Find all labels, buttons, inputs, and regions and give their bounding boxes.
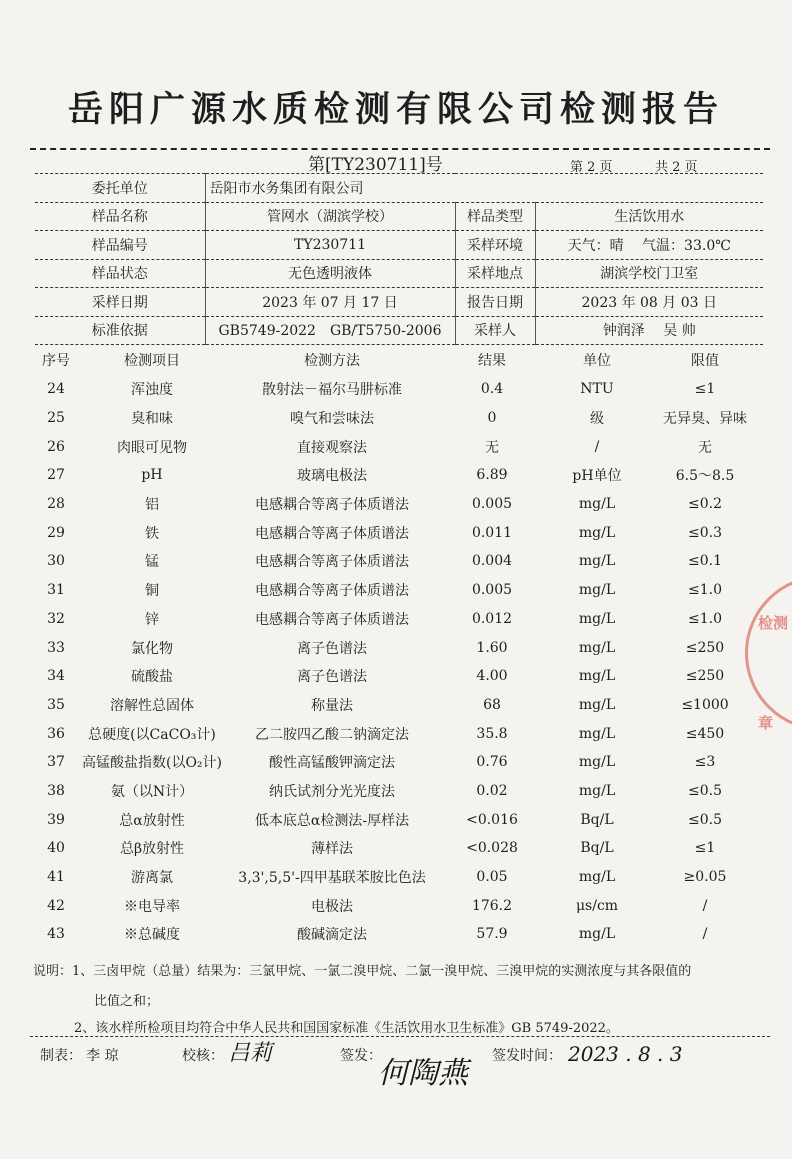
row-result: 35.8 xyxy=(476,725,508,742)
maker-name: 李 琼 xyxy=(86,1048,119,1064)
row-method: 离子色谱法 xyxy=(297,640,367,657)
sample-type-value: 生活饮用水 xyxy=(535,202,763,231)
seal-text: 检测 xyxy=(758,614,789,632)
site-label: 采样地点 xyxy=(455,259,535,288)
row-unit: mg/L xyxy=(578,496,616,513)
row-limit: 无异臭、异味 xyxy=(663,411,747,428)
maker-label: 制表： xyxy=(40,1048,82,1064)
table-row xyxy=(35,805,763,834)
row-item: 铜 xyxy=(145,583,159,600)
row-limit: / xyxy=(702,926,708,943)
row-method: 嗅气和尝味法 xyxy=(290,411,374,428)
row-item: 游离氯 xyxy=(131,870,173,887)
info-row xyxy=(35,288,763,317)
row-result: 4.00 xyxy=(476,668,508,685)
row-result: 57.9 xyxy=(476,926,508,943)
row-unit: mg/L xyxy=(578,782,616,799)
row-unit: Bq/L xyxy=(580,811,614,828)
results-table xyxy=(35,345,763,949)
page-title: 岳阳广源水质检测有限公司检测报告 xyxy=(67,90,724,130)
row-unit: mg/L xyxy=(578,582,616,599)
info-row xyxy=(35,316,763,345)
table-row xyxy=(35,891,763,920)
row-item: 总α放射性 xyxy=(119,812,185,829)
row-unit: mg/L xyxy=(578,610,616,627)
row-unit: mg/L xyxy=(578,639,616,656)
row-item: ※电导率 xyxy=(124,898,180,915)
table-row xyxy=(35,375,763,404)
row-method: 直接观察法 xyxy=(297,439,367,456)
row-unit: mg/L xyxy=(578,725,616,742)
table-row xyxy=(35,576,763,605)
row-method: 电极法 xyxy=(311,898,353,915)
row-unit: mg/L xyxy=(578,696,616,713)
row-method: 酸性高锰酸钾滴定法 xyxy=(269,755,395,772)
note-line-1: 说明：1、三卤甲烷（总量）结果为：三氯甲烷、一氯二溴甲烷、二氯一溴甲烷、三溴甲烷的实测浓度与其各限值的 xyxy=(33,964,692,979)
row-unit: NTU xyxy=(580,381,614,398)
row-limit: / xyxy=(702,897,708,914)
row-method: 薄样法 xyxy=(311,841,353,858)
issuer-signature: 何陶燕 xyxy=(378,1056,468,1091)
row-item: 氨（以N计） xyxy=(110,783,194,800)
sample-name-label: 样品名称 xyxy=(35,202,205,231)
row-no: 36 xyxy=(47,725,65,742)
row-limit: ≤0.5 xyxy=(688,811,722,828)
results-header-row xyxy=(35,345,763,375)
issue-time-label: 签发时间： xyxy=(492,1048,562,1064)
row-no: 41 xyxy=(47,869,65,886)
row-item: 氯化物 xyxy=(131,640,173,657)
row-item: 铝 xyxy=(145,497,159,514)
standard-value: GB5749-2022 GB/T5750-2006 xyxy=(205,316,455,345)
row-item: 总硬度(以CaCO₃计) xyxy=(88,726,216,743)
row-no: 27 xyxy=(47,467,65,484)
issuer-label: 签发： xyxy=(340,1048,382,1064)
table-row xyxy=(35,719,763,748)
row-limit: 6.5～8.5 xyxy=(675,468,735,485)
row-result: 68 xyxy=(483,696,501,713)
row-method: 玻璃电极法 xyxy=(297,468,367,485)
row-limit: ≤250 xyxy=(685,668,725,685)
row-result: 0.4 xyxy=(480,381,504,398)
standard-label: 标准依据 xyxy=(35,316,205,345)
row-result: 0.004 xyxy=(471,553,513,570)
client-label: 委托单位 xyxy=(35,174,205,203)
row-method: 称量法 xyxy=(311,697,353,714)
col-header-unit: 单位 xyxy=(583,353,611,369)
sampler-label: 采样人 xyxy=(455,316,535,345)
row-unit: mg/L xyxy=(578,754,616,771)
sample-code-value: TY230711 xyxy=(205,231,455,260)
row-no: 25 xyxy=(47,410,65,427)
row-limit: ≤1.0 xyxy=(688,582,722,599)
row-limit: 无 xyxy=(698,439,712,456)
row-limit: ≤250 xyxy=(685,639,725,656)
row-unit: mg/L xyxy=(578,869,616,886)
row-item: 溶解性总固体 xyxy=(110,697,194,714)
table-row xyxy=(35,461,763,490)
env-label: 采样环境 xyxy=(455,231,535,260)
row-method: 电感耦合等离子体质谱法 xyxy=(255,554,409,571)
row-method: 电感耦合等离子体质谱法 xyxy=(255,497,409,514)
row-item: 高锰酸盐指数(以O₂计) xyxy=(81,755,222,772)
row-result: <0.016 xyxy=(466,811,518,828)
sample-date-value: 2023 年 07 月 17 日 xyxy=(205,288,455,317)
row-limit: ≥0.05 xyxy=(683,869,727,886)
row-unit: pH单位 xyxy=(572,468,622,485)
row-no: 26 xyxy=(47,438,65,455)
row-limit: ≤0.5 xyxy=(688,782,722,799)
row-no: 38 xyxy=(47,782,65,799)
table-row xyxy=(35,633,763,662)
row-item: ※总碱度 xyxy=(124,927,180,944)
table-row xyxy=(35,518,763,547)
row-item: 锌 xyxy=(145,611,159,628)
info-row xyxy=(35,174,763,203)
row-limit: ≤450 xyxy=(685,725,725,742)
footer-divider xyxy=(30,1036,770,1037)
row-limit: ≤1.0 xyxy=(688,610,722,627)
row-item: 臭和味 xyxy=(131,411,173,428)
row-item: 铁 xyxy=(145,525,159,542)
table-row xyxy=(35,920,763,949)
row-method: 纳氏试剂分光光度法 xyxy=(269,783,395,800)
client-value: 岳阳市水务集团有限公司 xyxy=(205,174,763,203)
row-result: 0.011 xyxy=(471,524,513,541)
checker-label: 校核： xyxy=(182,1048,224,1064)
row-no: 28 xyxy=(47,496,65,513)
row-no: 30 xyxy=(47,553,65,570)
row-result: 0.005 xyxy=(471,582,513,599)
env-value: 天气：晴 气温：33.0℃ xyxy=(535,231,763,260)
page-total: 共 2 页 xyxy=(655,160,698,175)
row-result: 0.012 xyxy=(471,610,513,627)
row-no: 39 xyxy=(47,811,65,828)
col-header-item: 检测项目 xyxy=(124,353,180,369)
note-line-2: 2、该水样所检项目均符合中华人民共和国国家标准《生活饮用水卫生标准》GB 5749-2022。 xyxy=(74,1021,619,1036)
table-row xyxy=(35,834,763,863)
table-row xyxy=(35,404,763,433)
sample-type-label: 样品类型 xyxy=(455,202,535,231)
info-row xyxy=(35,202,763,231)
row-method: 电感耦合等离子体质谱法 xyxy=(255,611,409,628)
table-row xyxy=(35,748,763,777)
row-result: 176.2 xyxy=(471,897,513,914)
row-no: 37 xyxy=(47,754,65,771)
col-header-limit: 限值 xyxy=(691,353,719,369)
row-unit: μs/cm xyxy=(575,897,619,914)
row-no: 35 xyxy=(47,696,65,713)
row-unit: mg/L xyxy=(578,524,616,541)
sample-code-label: 样品编号 xyxy=(35,231,205,260)
row-result: 0.005 xyxy=(471,496,513,513)
row-limit: ≤0.2 xyxy=(688,496,722,513)
row-item: 锰 xyxy=(145,554,159,571)
row-no: 31 xyxy=(47,582,65,599)
site-value: 湖滨学校门卫室 xyxy=(535,259,763,288)
sampler-value: 钟润泽 吴 帅 xyxy=(535,316,763,345)
row-unit: Bq/L xyxy=(580,840,614,857)
row-method: 低本底总α检测法-厚样法 xyxy=(254,812,410,829)
row-no: 42 xyxy=(47,897,65,914)
row-item: 硫酸盐 xyxy=(131,669,173,686)
table-row xyxy=(35,490,763,519)
row-unit: mg/L xyxy=(578,926,616,943)
row-unit: / xyxy=(594,438,600,455)
report-date-value: 2023 年 08 月 03 日 xyxy=(535,288,763,317)
row-item: 肉眼可见物 xyxy=(117,439,187,456)
row-result: <0.028 xyxy=(466,840,518,857)
table-row xyxy=(35,662,763,691)
report-number: 第[TY230711]号 xyxy=(308,155,443,175)
checker-signature: 吕莉 xyxy=(228,1041,273,1066)
row-item: pH xyxy=(141,467,163,484)
row-method: 离子色谱法 xyxy=(297,669,367,686)
row-result: 0.02 xyxy=(476,782,508,799)
row-no: 32 xyxy=(47,610,65,627)
table-row xyxy=(35,605,763,634)
row-method: 散射法－福尔马肼标准 xyxy=(262,382,402,399)
info-row xyxy=(35,259,763,288)
table-row xyxy=(35,777,763,806)
col-header-method: 检测方法 xyxy=(304,353,360,369)
row-method: 电感耦合等离子体质谱法 xyxy=(255,583,409,600)
row-result: 0.05 xyxy=(476,869,508,886)
seal-text-2: 章 xyxy=(758,714,774,732)
row-method: 3,3',5,5'-四甲基联苯胺比色法 xyxy=(238,870,426,887)
issue-time-handwritten: 2023 . 8 . 3 xyxy=(568,1042,683,1066)
table-row xyxy=(35,432,763,461)
table-row xyxy=(35,547,763,576)
row-limit: ≤1000 xyxy=(681,696,729,713)
row-method: 乙二胺四乙酸二钠滴定法 xyxy=(255,726,409,743)
row-result: 6.89 xyxy=(476,467,508,484)
row-limit: ≤0.3 xyxy=(688,524,722,541)
row-limit: ≤3 xyxy=(694,754,716,771)
row-no: 29 xyxy=(47,524,65,541)
page-number: 第 2 页 xyxy=(570,160,613,175)
note-line-1-cont: 比值之和； xyxy=(94,994,160,1009)
sample-state-value: 无色透明液体 xyxy=(205,259,455,288)
table-row xyxy=(35,863,763,892)
row-no: 34 xyxy=(47,668,65,685)
row-result: 0.76 xyxy=(476,754,508,771)
sample-info-table xyxy=(35,173,763,345)
row-no: 24 xyxy=(47,381,65,398)
col-header-no: 序号 xyxy=(42,353,70,369)
sample-state-label: 样品状态 xyxy=(35,259,205,288)
table-row xyxy=(35,691,763,720)
sample-name-value: 管网水（湖滨学校） xyxy=(205,202,455,231)
row-result: 无 xyxy=(485,439,499,456)
row-method: 电感耦合等离子体质谱法 xyxy=(255,525,409,542)
row-no: 43 xyxy=(47,926,65,943)
report-date-label: 报告日期 xyxy=(455,288,535,317)
row-result: 1.60 xyxy=(476,639,508,656)
row-no: 33 xyxy=(47,639,65,656)
row-method: 酸碱滴定法 xyxy=(297,927,367,944)
row-result: 0 xyxy=(487,410,497,427)
col-header-result: 结果 xyxy=(478,353,506,369)
row-unit: mg/L xyxy=(578,668,616,685)
row-item: 浑浊度 xyxy=(131,382,173,399)
row-limit: ≤0.1 xyxy=(688,553,722,570)
row-item: 总β放射性 xyxy=(119,841,185,858)
info-row xyxy=(35,231,763,260)
row-limit: ≤1 xyxy=(694,381,716,398)
row-unit: 级 xyxy=(590,411,604,428)
row-no: 40 xyxy=(47,840,65,857)
sample-date-label: 采样日期 xyxy=(35,288,205,317)
row-limit: ≤1 xyxy=(694,840,716,857)
row-unit: mg/L xyxy=(578,553,616,570)
